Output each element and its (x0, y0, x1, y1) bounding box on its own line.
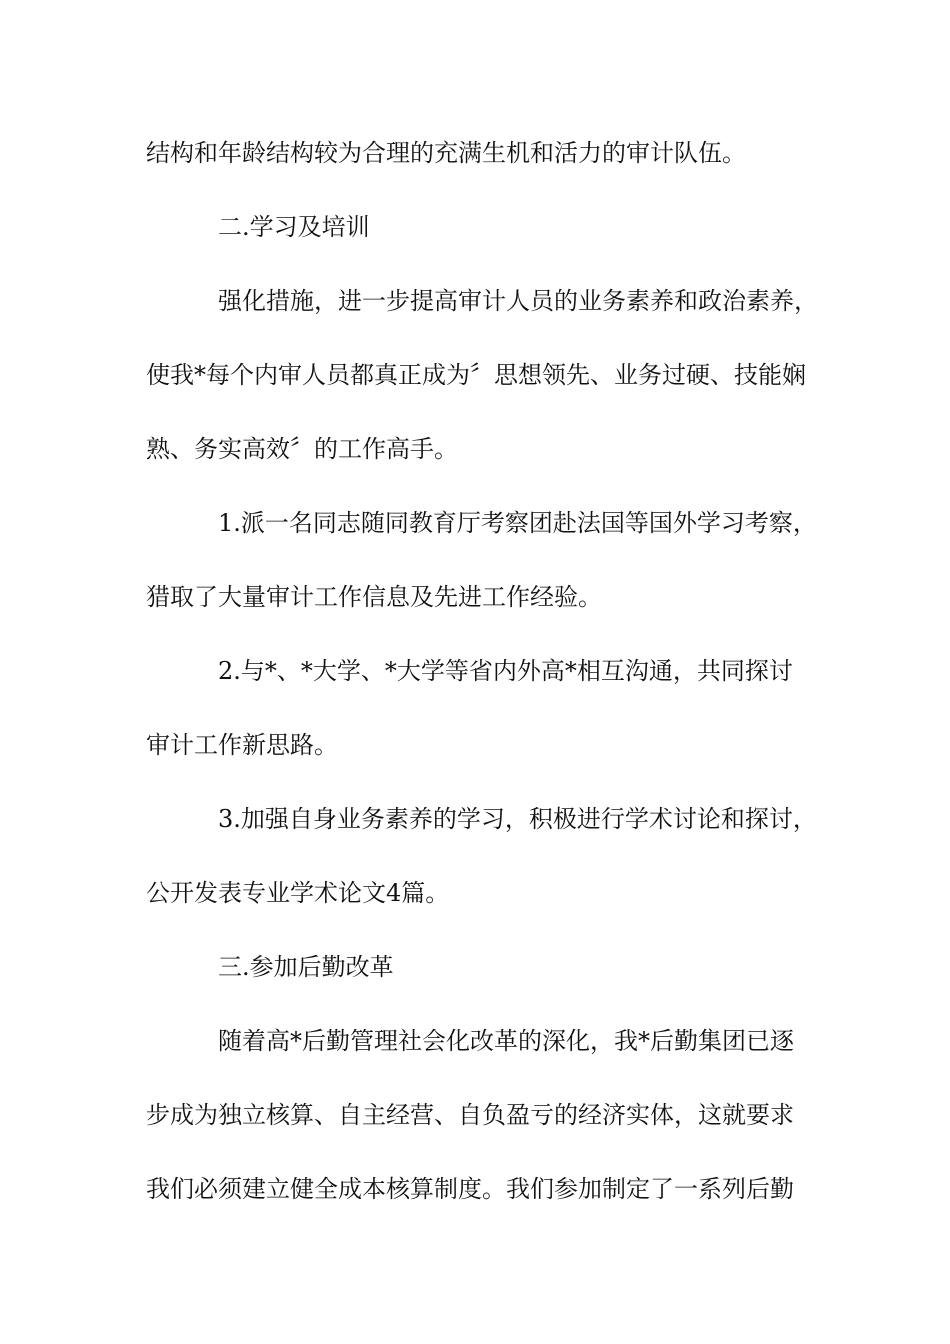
text-line-1: 结构和年龄结构较为合理的充满生机和活力的审计队伍。 (146, 139, 746, 167)
text-line-5: 熟、务实高效〞的工作高手。 (146, 435, 458, 463)
section-heading-2: 二.学习及培训 (218, 213, 370, 241)
list-item-2-line-1: 2.与*、*大学、*大学等省内外高*相互沟通，共同探讨 (218, 657, 793, 685)
text-line-4: 使我*每个内审人员都真正成为〞思想领先、业务过硬、技能娴 (146, 361, 806, 389)
text-line-14: 步成为独立核算、自主经营、自负盈亏的经济实体，这就要求 (146, 1101, 794, 1129)
list-item-1-line-2: 猎取了大量审计工作信息及先进工作经验。 (146, 583, 602, 611)
list-item-2-line-2: 审计工作新思路。 (146, 731, 338, 759)
section-heading-3: 三.参加后勤改革 (218, 953, 394, 981)
list-item-1-line-1: 1.派一名同志随同教育厅考察团赴法国等国外学习考察， (218, 509, 817, 537)
text-line-3: 强化措施，进一步提高审计人员的业务素养和政治素养， (218, 287, 818, 315)
text-line-13: 随着高*后勤管理社会化改革的深化，我*后勤集团已逐 (218, 1027, 794, 1055)
text-line-15: 我们必须建立健全成本核算制度。我们参加制定了一系列后勤 (146, 1175, 794, 1203)
list-item-3-line-1: 3.加强自身业务素养的学习，积极进行学术讨论和探讨， (218, 805, 817, 833)
list-item-3-line-2: 公开发表专业学术论文4篇。 (146, 879, 450, 907)
